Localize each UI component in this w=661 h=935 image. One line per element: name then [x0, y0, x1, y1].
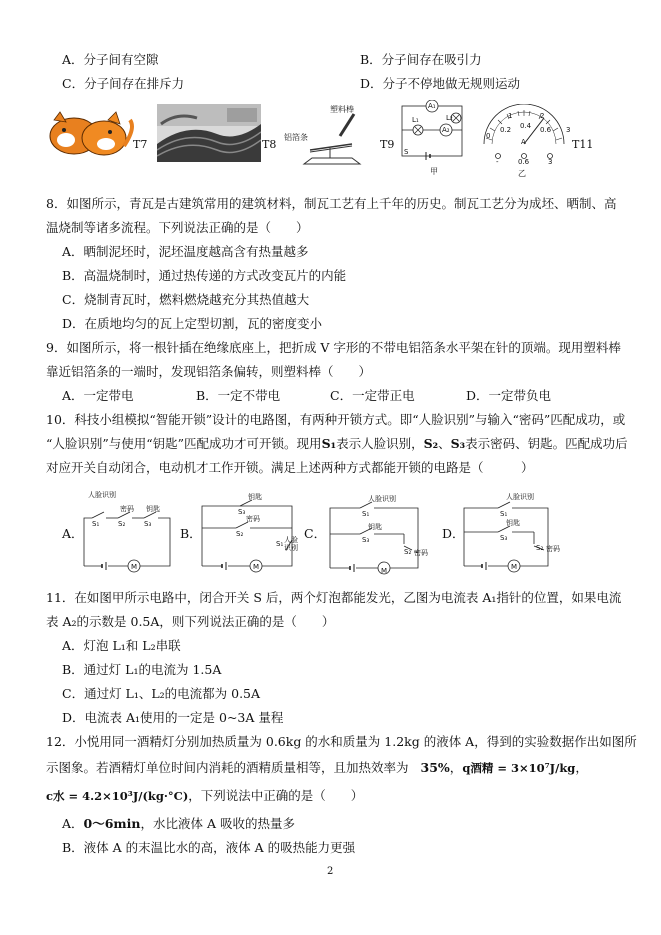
- q10b-key-label: 钥匙: [248, 493, 262, 501]
- q10-circuit-d-svg: [458, 492, 558, 574]
- t7-label: T7: [133, 138, 148, 151]
- q10c-motor: M: [381, 567, 388, 575]
- q10d-motor: M: [511, 563, 518, 571]
- q12-option-b: B．液体 A 的末温比水的高，液体 A 的吸热能力更强: [62, 840, 356, 855]
- circuit-l2-label: L₂: [446, 114, 453, 122]
- page-number: 2: [327, 866, 334, 877]
- q10b-s3: S₃: [238, 508, 246, 516]
- t8-label: T8: [262, 138, 277, 151]
- q9-option-d: D．一定带负电: [466, 388, 552, 403]
- q10-stem-2a: “人脸识别”与使用“钥匙”匹配成功才可开锁。现用: [46, 436, 322, 451]
- q12-stem-3b: ，下列说法中正确的是（ ）: [188, 788, 364, 803]
- q8-option-a: A．晒制泥坯时，泥坯温度越高含有热量越多: [62, 244, 309, 259]
- t8-figure: [157, 104, 261, 162]
- q10c-password-label: 密码: [414, 549, 428, 557]
- q10d-face-label: 人脸识别: [506, 493, 534, 501]
- circuit-a2-label: A₂: [442, 126, 450, 134]
- meter-tick-bottom-0: 0.2: [500, 126, 512, 134]
- q9-option-b: B．一定不带电: [196, 388, 281, 403]
- q12-stem-3: [46, 788, 363, 804]
- q10c-s1: S₁: [362, 510, 370, 518]
- q11-stem-1: 11．在如图甲所示电路中，闭合开关 S 后，两个灯泡都能发光，乙图为电流表 A₁指针的位置，如果电流: [46, 590, 622, 605]
- q10c-s3: S₃: [362, 536, 370, 544]
- q10d-password-label: 密码: [546, 545, 560, 553]
- q11-option-d: D．电流表 A₁使用的一定是 0~3A 量程: [62, 710, 284, 725]
- meter-tick-bottom-1: 0.4: [520, 122, 532, 130]
- q10d-s3: S₃: [500, 534, 508, 542]
- q12-heat-value: q酒精 = 3×10⁷J/kg: [462, 761, 576, 775]
- q10c-s2: S₂: [404, 548, 412, 556]
- q10d-key-label: 钥匙: [506, 519, 520, 527]
- q9-option-a: A．一定带电: [62, 388, 134, 403]
- q12-stem-2a: 示图象。若酒精灯单位时间内消耗的酒精质量相等，且加热效率为: [46, 760, 409, 775]
- label-jia: 甲: [430, 167, 438, 176]
- q7-option-c: C．分子间存在排斥力: [62, 76, 185, 91]
- q10-s1: S₁: [321, 436, 337, 451]
- q10-s3: S₃: [450, 436, 466, 451]
- q10d-s2: S₂: [536, 544, 544, 552]
- q10a-face-label: 人脸识别: [88, 491, 116, 499]
- q10-stem-2c: 表示人脸识别，: [336, 436, 424, 451]
- q11-option-b: B．通过灯 L₁的电流为 1.5A: [62, 662, 222, 677]
- q12-stem-2: [46, 760, 588, 776]
- q8-option-d: D．在质地均匀的瓦上定型切割，瓦的密度变小: [62, 316, 323, 331]
- q10-stem-2g: 表示密码、钥匙。匹配成功后: [465, 436, 628, 451]
- q10a-s3: S₃: [144, 520, 152, 528]
- t9-foil-label: 铝箔条: [284, 133, 308, 142]
- q9-stem-2: 靠近铝箔条的一端时，发现铝箔条偏转，则塑料棒（ ）: [46, 364, 372, 379]
- q12-efficiency: 35%: [420, 760, 450, 775]
- q12-option-a-text: ，水比液体 A 吸收的热量多: [140, 816, 295, 831]
- t7-figure: [44, 108, 154, 160]
- tile-roof-photo: [157, 104, 261, 162]
- q10a-s1: S₁: [92, 520, 100, 528]
- q10d-s1: S₁: [500, 510, 508, 518]
- q12-option-a: [62, 816, 295, 832]
- meter-tick-bottom-2: 0.6: [540, 126, 552, 134]
- q7-option-a: A．分子间有空隙: [62, 52, 159, 67]
- q12-stem-2c: ，: [449, 760, 463, 775]
- q10a-motor: M: [131, 563, 138, 571]
- meter-terminal-minus: -: [496, 158, 499, 166]
- q10c-face-label: 人脸识别: [368, 495, 396, 503]
- label-yi: 乙: [518, 169, 526, 178]
- meter-tick-top-0: 0: [486, 132, 491, 140]
- q10-circuit-b: [196, 492, 300, 574]
- q12-specific-heat: c水 = 4.2×10³J/(kg·°C): [46, 789, 189, 803]
- q12-stem-1: 12．小悦用同一酒精灯分别加热质量为 0.6kg 的水和质量为 1.2kg 的液体 A，得到的实验数据作出如图所: [46, 734, 637, 749]
- q10b-s2: S₂: [236, 530, 244, 538]
- q7-option-b: B．分子间存在吸引力: [360, 52, 482, 67]
- meter-tick-top-2: 2: [540, 112, 545, 120]
- cat-illustration: [44, 108, 154, 160]
- circuit-a1-label: A₁: [428, 102, 436, 110]
- q10-label-c: C．: [304, 526, 327, 541]
- meter-tick-top-3: 3: [566, 126, 571, 134]
- q10-circuit-b-svg: [196, 492, 300, 574]
- circuit-l1-label: L₁: [412, 116, 419, 124]
- q9-option-c: C．一定带正电: [330, 388, 415, 403]
- q10b-motor: M: [253, 563, 260, 571]
- meter-tick-top-1: 1: [508, 112, 513, 120]
- q10a-password-label: 密码: [120, 505, 134, 513]
- q12-option-a-time: 0～6min: [83, 816, 141, 831]
- q12-option-a-prefix: A．: [62, 816, 84, 831]
- q10b-s1: S₁: [276, 540, 284, 548]
- q12-stem-2e: ，: [575, 760, 588, 775]
- q10b-password-label: 密码: [246, 515, 260, 523]
- meter-terminal-06: 0.6: [518, 158, 530, 166]
- q8-option-b: B．高温烧制时，通过热传递的方式改变瓦片的内能: [62, 268, 347, 283]
- q10-circuit-d: [458, 492, 558, 574]
- q10-stem-1: 10．科技小组模拟“智能开锁”设计的电路图，有两种开锁方式。即“人脸识别”与输入“密码”匹配成功，或: [46, 412, 626, 427]
- q10-circuit-c-svg: [320, 492, 430, 576]
- q8-stem-2: 温烧制等诸多流程。下列说法正确的是（ ）: [46, 220, 309, 235]
- q10-circuit-c: [320, 492, 430, 576]
- meter-terminal-3: 3: [548, 158, 553, 166]
- circuit-s-label: S: [404, 148, 409, 156]
- q10a-s2: S₂: [118, 520, 126, 528]
- meter-unit-label: A: [521, 138, 526, 146]
- q9-stem-1: 9．如图所示，将一根针插在绝缘底座上，把折成 V 字形的不带电铝箔条水平架在针的顶端。现用塑料棒: [46, 340, 621, 355]
- q8-stem-1: 8．如图所示，青瓦是古建筑常用的建筑材料，制瓦工艺有上千年的历史。制瓦工艺分为成坯、晒制、高: [46, 196, 617, 211]
- q10-label-d: D．: [442, 526, 465, 541]
- q10-s2: S₂: [423, 436, 439, 451]
- q7-option-d: D．分子不停地做无规则运动: [360, 76, 521, 91]
- q10-stem-2e: 、: [438, 436, 451, 451]
- q10c-key-label: 钥匙: [368, 523, 382, 531]
- q10-stem-3: 对应开关自动闭合，电动机才工作开锁。满足上述两种方式都能开锁的电路是（ ）: [46, 460, 534, 475]
- q10a-key-label: 钥匙: [146, 505, 160, 513]
- q11-stem-2: 表 A₂的示数是 0.5A，则下列说法正确的是（ ）: [46, 614, 335, 629]
- q10-label-a: A．: [62, 526, 84, 541]
- t9-rod-label: 塑料棒: [330, 105, 354, 114]
- t11-label: T11: [572, 138, 594, 151]
- q10-stem-2: [46, 436, 628, 452]
- q11-option-a: A．灯泡 L₁和 L₂串联: [62, 638, 181, 653]
- q10b-face-label: 人脸识别: [284, 536, 298, 552]
- t9-label: T9: [380, 138, 395, 151]
- q8-option-c: C．烧制青瓦时，燃料燃烧越充分其热值越大: [62, 292, 310, 307]
- q11-option-c: C．通过灯 L₁、L₂的电流都为 0.5A: [62, 686, 261, 701]
- q10-label-b: B．: [180, 526, 202, 541]
